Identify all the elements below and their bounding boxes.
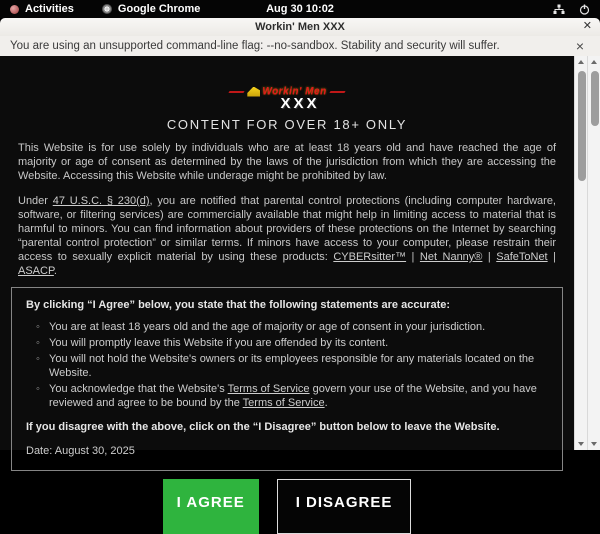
terms-of-service-link[interactable]: Terms of Service bbox=[227, 383, 310, 395]
agreement-bullet-3: You will not hold the Website's owners or its employees responsible for any materials located on the Website. bbox=[49, 353, 535, 379]
list-item bbox=[36, 336, 548, 350]
logo-hardhat-icon bbox=[247, 87, 260, 97]
agreement-bullet-2: You will promptly leave this Website if you are offended by its content. bbox=[49, 337, 389, 349]
activities-button[interactable] bbox=[10, 3, 74, 15]
window-titlebar[interactable] bbox=[0, 18, 600, 36]
page-scrollbar[interactable] bbox=[587, 56, 600, 450]
activities-label: Activities bbox=[25, 3, 74, 15]
terms-of-service-link[interactable]: Terms of Service bbox=[242, 397, 325, 409]
inner-scrollbar-thumb[interactable] bbox=[578, 71, 586, 181]
logo-swoosh-right bbox=[329, 91, 345, 93]
disagree-button[interactable]: I DISAGREE bbox=[277, 479, 412, 534]
product-separator: | bbox=[547, 251, 556, 263]
clock[interactable]: Aug 30 10:02 bbox=[266, 3, 334, 15]
app-menu-button[interactable] bbox=[102, 3, 201, 15]
infobar-close-icon[interactable]: × bbox=[575, 38, 584, 54]
list-item bbox=[36, 320, 548, 334]
infobar-message: You are using an unsupported command-line flag: --no-sandbox. Stability and security will suffer. bbox=[10, 40, 500, 52]
scroll-up-icon[interactable] bbox=[575, 56, 587, 68]
app-menu-label: Google Chrome bbox=[117, 3, 201, 15]
agreement-bullet-4: . bbox=[324, 397, 328, 409]
scroll-up-icon[interactable] bbox=[588, 56, 600, 68]
page-scrollbar-thumb[interactable] bbox=[591, 71, 599, 126]
cybersitter-link[interactable]: CYBERsitter™ bbox=[333, 251, 407, 263]
chrome-infobar bbox=[0, 36, 600, 56]
age-gate-buttons bbox=[0, 479, 574, 534]
usc-230d-link[interactable]: 47 U.S.C. § 230(d) bbox=[52, 195, 150, 207]
age-gate-page bbox=[0, 56, 600, 511]
scrollbar-area bbox=[574, 56, 600, 450]
inner-scrollbar[interactable] bbox=[574, 56, 587, 450]
network-icon[interactable] bbox=[553, 4, 565, 15]
safetonet-link[interactable]: SafeToNet bbox=[496, 251, 548, 263]
chrome-icon bbox=[102, 4, 112, 14]
agreement-date: Date: August 30, 2025 bbox=[26, 445, 135, 457]
window-close-icon[interactable]: ✕ bbox=[582, 20, 592, 32]
scroll-down-icon[interactable] bbox=[588, 438, 600, 450]
agreement-intro: By clicking “I Agree” below, you state that the following statements are accurate: bbox=[26, 299, 451, 311]
disclaimer-paragraph-2 bbox=[18, 194, 556, 278]
site-logo[interactable] bbox=[0, 86, 574, 110]
product-separator: | bbox=[482, 251, 497, 263]
product-separator: | bbox=[406, 251, 420, 263]
para2-period: . bbox=[53, 265, 57, 277]
agreement-box bbox=[11, 287, 563, 471]
agree-button[interactable]: I AGREE bbox=[163, 479, 259, 534]
agreement-list bbox=[36, 320, 548, 410]
list-item bbox=[36, 382, 548, 410]
power-icon[interactable] bbox=[579, 4, 590, 15]
agreement-outro: If you disagree with the above, click on the “I Disagree” button below to leave the Website. bbox=[26, 421, 500, 433]
window-title: Workin' Men XXX bbox=[255, 21, 345, 33]
agreement-bullet-4: You acknowledge that the Website's bbox=[49, 383, 228, 395]
agreement-bullet-1: You are at least 18 years old and the age of majority or age of consent in your jurisdiction. bbox=[49, 321, 486, 333]
page-title: CONTENT FOR OVER 18+ ONLY bbox=[166, 117, 408, 132]
logo-xxx-text: XXX bbox=[280, 95, 320, 112]
gnome-top-bar bbox=[0, 0, 600, 18]
disclaimer-paragraph-1: This Website is for use solely by individuals who are at least 18 years old and have reached the age of majority or age of consent as determined by the laws of the jurisdiction from which they are accessing the Website. Accessing this Website while underage might be prohibited by law. bbox=[18, 142, 556, 182]
list-item bbox=[36, 352, 548, 380]
agreement-bullet-4: govern your use of the Website, and you have reviewed and agree to be bound by the bbox=[49, 383, 537, 409]
activities-icon bbox=[10, 5, 19, 14]
para2-text: Under bbox=[18, 195, 53, 207]
netnanny-link[interactable]: Net Nanny® bbox=[419, 251, 483, 263]
scroll-down-icon[interactable] bbox=[575, 438, 587, 450]
asacp-link[interactable]: ASACP bbox=[18, 265, 54, 277]
logo-swoosh-left bbox=[229, 91, 245, 93]
para2-text: , you are notified that parental control protections (including computer hardware, software, or filtering services) are commercially available that might help in limiting access to material that is harmful to minors. You can find information about providers of these protections on the Internet by searching “parental control protection” or similar terms. If minors have access to your computer, please restrain their access to sexually explicit material by using these products: bbox=[18, 195, 556, 263]
logo-script-text: Workin' Men bbox=[262, 86, 327, 97]
